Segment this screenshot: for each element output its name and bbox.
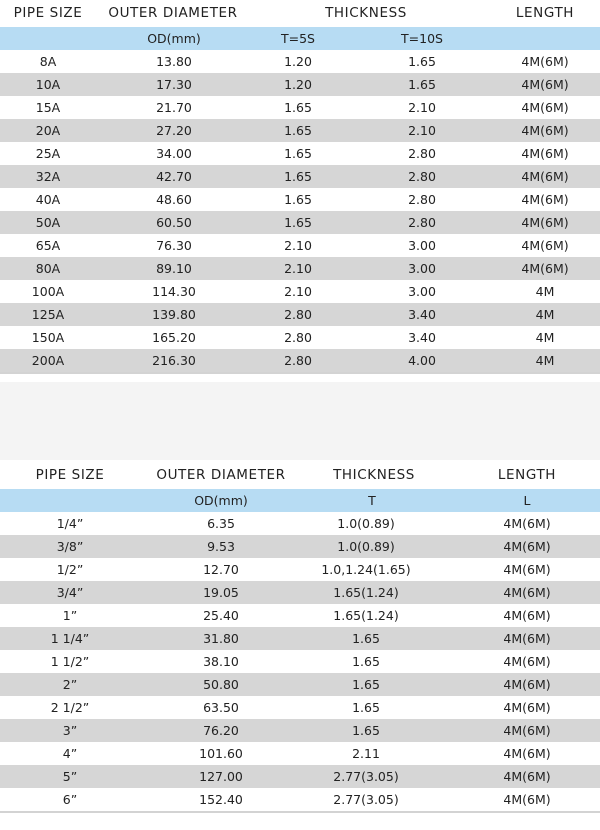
table-row [0,73,600,96]
gap-band [0,382,600,460]
table-cell: 80A [35,261,61,276]
table-cell: 1.0(0.89) [337,539,395,554]
table-cell: 1.65 [284,100,312,115]
table-cell: 10A [35,77,61,92]
table-cell: 65A [35,238,61,253]
table-cell: 1.65 [408,54,436,69]
table-cell: 1.65 [284,123,312,138]
table-row [0,673,600,696]
table-cell: 2.80 [408,215,436,230]
table-subheader-row [0,27,600,50]
table-bottom-border [0,372,600,374]
table-cell: 89.10 [156,261,192,276]
table-cell: 1.0,1.24(1.65) [321,562,411,577]
table-cell: 2.10 [284,284,312,299]
table-cell: 4M [535,353,555,368]
column-subheader: OD(mm) [194,493,248,508]
table-cell: 3” [62,723,78,738]
table-cell: 150A [31,330,65,345]
table-header-row [0,462,600,489]
column-subheader: T [368,493,376,508]
column-subheader: L [523,493,531,508]
table-row [0,627,600,650]
table-row [0,788,600,811]
table-cell: 4M(6M) [521,215,569,230]
table-cell: 1.65 [408,77,436,92]
table-cell: 152.40 [199,792,243,807]
table-cell: 15A [35,100,61,115]
table-header-row [0,0,600,27]
table-cell: 5” [62,769,78,784]
table-cell: 32A [35,169,61,184]
table-row [0,50,600,73]
column-header: THICKNESS [333,467,415,483]
table-cell: 3/8” [56,539,84,554]
table-cell: 2.80 [408,146,436,161]
table-cell: 1.20 [284,77,312,92]
table-row [0,349,600,372]
column-header: LENGTH [515,5,575,21]
table-cell: 4M [535,307,555,322]
table-cell: 42.70 [156,169,192,184]
table-cell: 12.70 [203,562,239,577]
pipe-size-table-inch [0,462,600,813]
table-cell: 4M(6M) [521,192,569,207]
table-cell: 1 1/2” [50,654,90,669]
table-cell: 25.40 [203,608,239,623]
table-cell: 6” [62,792,78,807]
table-row [0,303,600,326]
table-cell: 31.80 [203,631,239,646]
column-subheader: OD(mm) [147,31,201,46]
table-cell: 38.10 [203,654,239,669]
column-header: PIPE SIZE [13,5,83,21]
table-cell: 60.50 [156,215,192,230]
table-cell: 4.00 [408,353,436,368]
table-cell: 4M(6M) [503,769,551,784]
table-cell: 101.60 [199,746,243,761]
table-cell: 4M(6M) [503,677,551,692]
table-cell: 2.11 [352,746,380,761]
table-cell: 4M(6M) [521,169,569,184]
table-cell: 2.10 [284,238,312,253]
table-row [0,719,600,742]
table-row [0,558,600,581]
table-cell: 76.30 [156,238,192,253]
table-cell: 76.20 [203,723,239,738]
table-cell: 2.80 [284,353,312,368]
table-cell: 3.00 [408,238,436,253]
table-cell: 17.30 [156,77,192,92]
table-cell: 8A [39,54,57,69]
table-cell: 125A [31,307,65,322]
table-row [0,96,600,119]
table-subheader-row [0,489,600,512]
column-subheader: T=10S [401,31,443,46]
table-cell: 4M(6M) [503,723,551,738]
table-cell: 2.80 [284,307,312,322]
table-row [0,326,600,349]
table-cell: 200A [31,353,65,368]
table-cell: 4M(6M) [521,261,569,276]
table-row [0,581,600,604]
table-cell: 100A [31,284,65,299]
table-cell: 1/2” [56,562,84,577]
column-header: PIPE SIZE [35,467,105,483]
table-cell: 1 1/4” [50,631,90,646]
table-cell: 4M(6M) [503,539,551,554]
table-cell: 1” [62,608,78,623]
table-cell: 2” [62,677,78,692]
table-cell: 13.80 [156,54,192,69]
table-cell: 1.65 [284,192,312,207]
column-header: THICKNESS [325,5,407,21]
table-row [0,188,600,211]
table-cell: 1.0(0.89) [337,516,395,531]
table-cell: 4” [62,746,78,761]
table-cell: 2.10 [408,100,436,115]
table-row [0,257,600,280]
column-header: OUTER DIAMETER [108,5,238,21]
table-cell: 1.65 [284,169,312,184]
table-cell: 50A [35,215,61,230]
table-cell: 1.65 [284,215,312,230]
table-row [0,765,600,788]
table-cell: 165.20 [152,330,196,345]
table-cell: 2.80 [284,330,312,345]
table-cell: 50.80 [203,677,239,692]
column-subheader: T=5S [281,31,315,46]
table-cell: 4M(6M) [503,631,551,646]
table-row [0,280,600,303]
table-cell: 4M(6M) [503,700,551,715]
table-cell: 4M(6M) [521,54,569,69]
table-cell: 2.77(3.05) [333,769,399,784]
table-cell: 4M(6M) [503,516,551,531]
table-cell: 139.80 [152,307,196,322]
table-cell: 4M(6M) [503,585,551,600]
table-cell: 4M(6M) [503,562,551,577]
table-cell: 27.20 [156,123,192,138]
table-cell: 3/4” [56,585,84,600]
table-cell: 63.50 [203,700,239,715]
table-cell: 34.00 [156,146,192,161]
table-cell: 3.00 [408,261,436,276]
table-cell: 3.40 [408,307,436,322]
table-cell: 4M(6M) [521,77,569,92]
table-cell: 9.53 [207,539,235,554]
table-cell: 2.77(3.05) [333,792,399,807]
table-cell: 3.40 [408,330,436,345]
table-cell: 20A [35,123,61,138]
table-cell: 1.65(1.24) [333,585,399,600]
table-row [0,119,600,142]
table-cell: 19.05 [203,585,239,600]
table-cell: 2 1/2” [50,700,90,715]
table-row [0,234,600,257]
column-header: LENGTH [497,467,557,483]
table-cell: 4M(6M) [503,608,551,623]
table-cell: 127.00 [199,769,243,784]
table-cell: 216.30 [152,353,196,368]
table-cell: 1/4” [56,516,84,531]
table-bottom-border [0,811,600,813]
table-row [0,165,600,188]
table-row [0,696,600,719]
table-cell: 4M [535,330,555,345]
table-cell: 48.60 [156,192,192,207]
table-cell: 4M(6M) [503,654,551,669]
table-cell: 4M [535,284,555,299]
column-header: OUTER DIAMETER [156,467,286,483]
table-cell: 6.35 [207,516,235,531]
table-cell: 1.65 [352,654,380,669]
table-cell: 3.00 [408,284,436,299]
table-row [0,211,600,234]
table-cell: 1.65 [352,631,380,646]
table-cell: 1.65 [352,700,380,715]
table-cell: 25A [35,146,61,161]
table-cell: 4M(6M) [521,123,569,138]
table-row [0,142,600,165]
table-row [0,604,600,627]
table-cell: 1.65 [352,723,380,738]
table-cell: 2.80 [408,169,436,184]
table-cell: 2.10 [284,261,312,276]
pipe-size-table-metric [0,0,600,374]
table-cell: 21.70 [156,100,192,115]
table-cell: 40A [35,192,61,207]
table-cell: 1.65 [284,146,312,161]
table-cell: 4M(6M) [521,238,569,253]
table-cell: 4M(6M) [521,100,569,115]
table-cell: 1.65(1.24) [333,608,399,623]
table-cell: 4M(6M) [503,746,551,761]
table-row [0,535,600,558]
table-cell: 1.65 [352,677,380,692]
table-cell: 4M(6M) [503,792,551,807]
table-cell: 4M(6M) [521,146,569,161]
table-cell: 2.10 [408,123,436,138]
table-row [0,742,600,765]
table-row [0,512,600,535]
table-cell: 2.80 [408,192,436,207]
table-cell: 114.30 [152,284,196,299]
table-row [0,650,600,673]
table-cell: 1.20 [284,54,312,69]
